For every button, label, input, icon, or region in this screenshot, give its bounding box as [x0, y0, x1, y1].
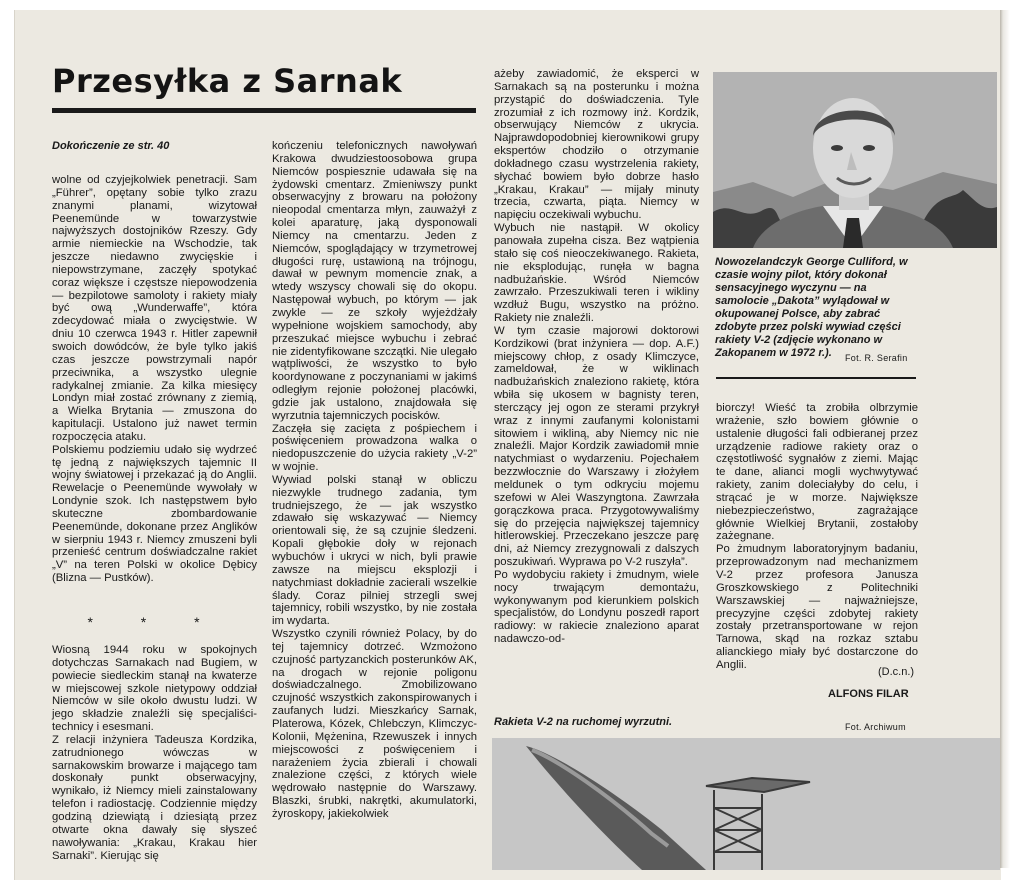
continued-note: Dokończenie ze str. 40: [52, 140, 170, 152]
rocket-credit: Fot. Archiwum: [845, 722, 906, 732]
portrait-photo: [713, 72, 997, 248]
portrait-credit: Fot. R. Serafin: [845, 353, 908, 363]
page-edge: [1000, 10, 1024, 868]
article-column-2: kończeniu telefonicznych nawoływań Krakowa dwudziestoosobowa grupa Niemców pospiesznie udawała się na żydowski cmentarz. Zmieniwszy punkt obserwacyjny z browaru na położony nieopodal cmentarza młyn, zauważył z kolei aparaturę, jaką dysponowali Niemcy na cmentarzu. Jeden z Niemców, spoglądający w trzymetrowej długości rurę, ustawioną na trójnogu, dawał w pewnym momencie znak, a wtedy wszyscy chowali się do okopu. Następował wybuch, po którym — jak zwykle — ze szkoły wyjeżdżały wypełnione wojskiem samochody, aby przeszukać miejsce wybuchu i zebrać nie zidentyfikowane szczątki. Nie ulegało wątpliwości, że wszystko to było koordynowane z poczynaniami w jakimś odległym rejonie położonej placówki, gdzie jak ustalono, znajdowała się wyrzutnia tajemniczych pocisków. Zaczęła się zacięta z pośpiechem i poświęceniem prowadzona walka o niedopuszczenie do użycia rakiety „V-2” w wojnie. Wywiad polski stanął w obliczu niezwykle trudnego zadania, tym trudniejszego, że — jak wszystko zdawało się wskazywać — Niemcy orientowali się, że są czujnie śledzeni. Kopali głębokie doły w rejonach wybuchów i ukryci w nich, byli prawie zawsze na miejscu eksplozji i natychmiast dokładnie zacierali wszelkie ślady. Coraz pilniej strzegli swej tajemnicy, robili wszystko, by nie została im wydarta. Wszystko czynili również Polacy, by do tej tajemnicy dotrzeć. Wzmożono czujność partyzanckich posterunków AK, na drogach w rejonie poligonu doświadczalnego. Zmobilizowano czujność wszystkich zakonspirowanych i zaufanych ludzi. Mieszkańcy Sarnak, Platerowa, Kózek, Chlebczyn, Klimczyc-Kolonii, Mężenina, Rzewuszek i innych miejscowości z poświęceniem i narażeniem życia zbierali i chowali znalezione części, z których wiele wędrowało następnie do Warszawy. Blaszki, śrubki, nakrętki, akumulatorki, żyroskopy, jakiekolwiek: [272, 140, 477, 820]
article-title: Przesyłka z Sarnak: [52, 62, 403, 100]
article-column-4: biorczy! Wieść ta zrobiła olbrzymie wrażenie, szło bowiem głównie o ustalenie długości fali odbieranej przez urządzenie radiowe rakiety oraz o częstotliwość sygnałów z ziemi. Mając te dane, alianci mogli wychwytywać rakiety, zanim doleciałyby do celu, i strącać je w morze. Największe niebezpieczeństwo, zagrażające głównie Wielkiej Brytanii, zostałoby zażegnane. Po żmudnym laboratoryjnym badaniu, przeprowadzonym nad mechanizmem V-2 przez profesora Janusza Groszkowskiego z Politechniki Warszawskiej — najważniejsze, precyzyjne części zdobytej rakiety zostały przetransportowane w rejon Tarnowa, skąd na rozkaz sztabu alianckiego miały być dostarczone do Anglii.: [716, 402, 918, 671]
section-stars: * * *: [87, 614, 222, 630]
article-column-3: ażeby zawiadomić, że eksperci w Sarnakach są na posterunku i można przystąpić do doświadczenia. Tyle zrozumiał z ich rozmowy inż. Kordzik, obserwujący Niemców z ukrycia. Najprawdopodobniej kierownikowi grupy ekspertów chodziło o otrzymanie dokładnego czasu wystrzelenia rakiety, słychać bowiem było dobrze hasło „Krakau, Krakau” — mijały minuty trzecia, czwarta, piąta. Niemcy w napięciu oczekiwali wybuchu. Wybuch nie nastąpił. W okolicy panowała zupełna cisza. Bez wątpienia stało się coś nieoczekiwanego. Rakieta, nie eksplodując, runęła w bagna nadbużańskie. Wśród Niemców zawrzało. Przeszukiwali teren i wikliny wzdłuż Bugu, wszystko na próżno. Rakiety nie znaleźli. W tym czasie majorowi doktorowi Kordzikowi (brat inżyniera — dop. A.F.) miejscowy chłop, z osady Klimczyce, zameldował, że w wiklinach nadbużańskich znaleziono rakietę, która wbiła się ukosem w bagnisty teren, sterczący jej ogon ze sterami przykrył wraz z innymi zaufanymi kolonistami sitowiem i wikliną, aby Niemcy nic nie znaleźli. Major Kordzik zawiadomił mnie natychmiast o wydarzeniu. Pojechałem bezzwłocznie do Warszawy i złożyłem meldunek o tym odkryciu mojemu szefowi w Alei Waszyngtona. Zawrzała gorączkowa praca. Przygotowywaliśmy się do przejęcia największej tajemnicy hitlerowskiej. Przeczekano jeszcze parę dni, aż Niemcy zrezygnowali z dalszych poszukiwań. Wyprawa po V-2 ruszyła”. Po wydobyciu rakiety i żmudnym, wiele nocy trwającym demontażu, wykonywanym pod kierunkiem polskich specjalistów, do Londynu poszedł raport radiowy: w rakiecie znaleziono aparat nadawczo-od-: [494, 68, 699, 646]
rocket-caption: Rakieta V-2 na ruchomej wyrzutni.: [494, 716, 673, 728]
column-separator: [716, 377, 916, 379]
rocket-photo: [492, 738, 1000, 870]
portrait-caption: Nowozelandczyk George Culliford, w czasie wojny pilot, który dokonał sensacyjnego wyczynu — na samolocie „Dakota” wylądował w okupowanej Polsce, aby zabrać zdobyte przez polski wywiad części rakiety V-2 (zdjęcie wykonano w Zakopanem w 1972 r.).: [715, 256, 908, 359]
article-column-1: wolne od czyjejkolwiek penetracji. Sam „Führer”, opętany sobie tylko zrazu znanymi planami, wizytował Peenemünde w towarzystwie najwyższych dostojników Rzeszy. Gdy armie niemieckie na Wschodzie, tak jeszcze niedawno zwycięskie i niepowstrzymane, zaczęły spotykać coraz większe i częstsze niepowodzenia — bezpilotowe samoloty i rakiety miały być ową „Wunderwaffe”, która zdecydować miała o zwycięstwie. W dniu 10 czerwca 1943 r. Hitler zapewnił swoich dowódców, że byle tylko jakiś czas jeszcze powstrzymali napór przeciwnika, a wszystko ulegnie radykalnej zmianie. Za kilka miesięcy Londyn miał zostać zrównany z ziemią, a Wielka Brytania — zmuszona do kapitulacji. Ustalono już nawet termin rozpoczęcia ataku. Polskiemu podziemiu udało się wydrzeć tę jedną z największych tajemnic II wojny światowej i przekazać ją do Anglii. Rewelacje o Peenemünde wywołały w Londynie szok. Ich następstwem było skuteczne zbombardowanie Peenemünde, dokonane przez Anglików w sierpniu 1943 r. Niemcy zmuszeni byli przenieść centrum doświadczalne rakiet „V” na teren Polski w okolice Dębicy (Blizna — Pustków).: [52, 174, 257, 585]
continued-next: (D.c.n.): [878, 666, 915, 678]
author-signature: ALFONS FILAR: [828, 688, 909, 700]
article-column-1b: Wiosną 1944 roku w spokojnych dotychczas Sarnakach nad Bugiem, w powiecie siedleckim stanął na kwaterze w miejscowej szkole nietypowy oddział Niemców w sile około dwustu ludzi. W jego składzie znaleźli się specjaliści-technicy i esesmani. Z relacji inżyniera Tadeusza Kordzika, zatrudnionego wówczas w sarnakowskim browarze i mającego tam doskonały punkt obserwacyjny, wynikało, iż Niemcy mieli zainstalowany telefon i radiostację. Codziennie między godziną dziewiątą i dziesiątą przez otwarte okna dawały się słyszeć nawoływania: „Krakau, Krakau hier Sarnaki”. Kierując się: [52, 644, 257, 862]
title-rule: [52, 108, 476, 113]
